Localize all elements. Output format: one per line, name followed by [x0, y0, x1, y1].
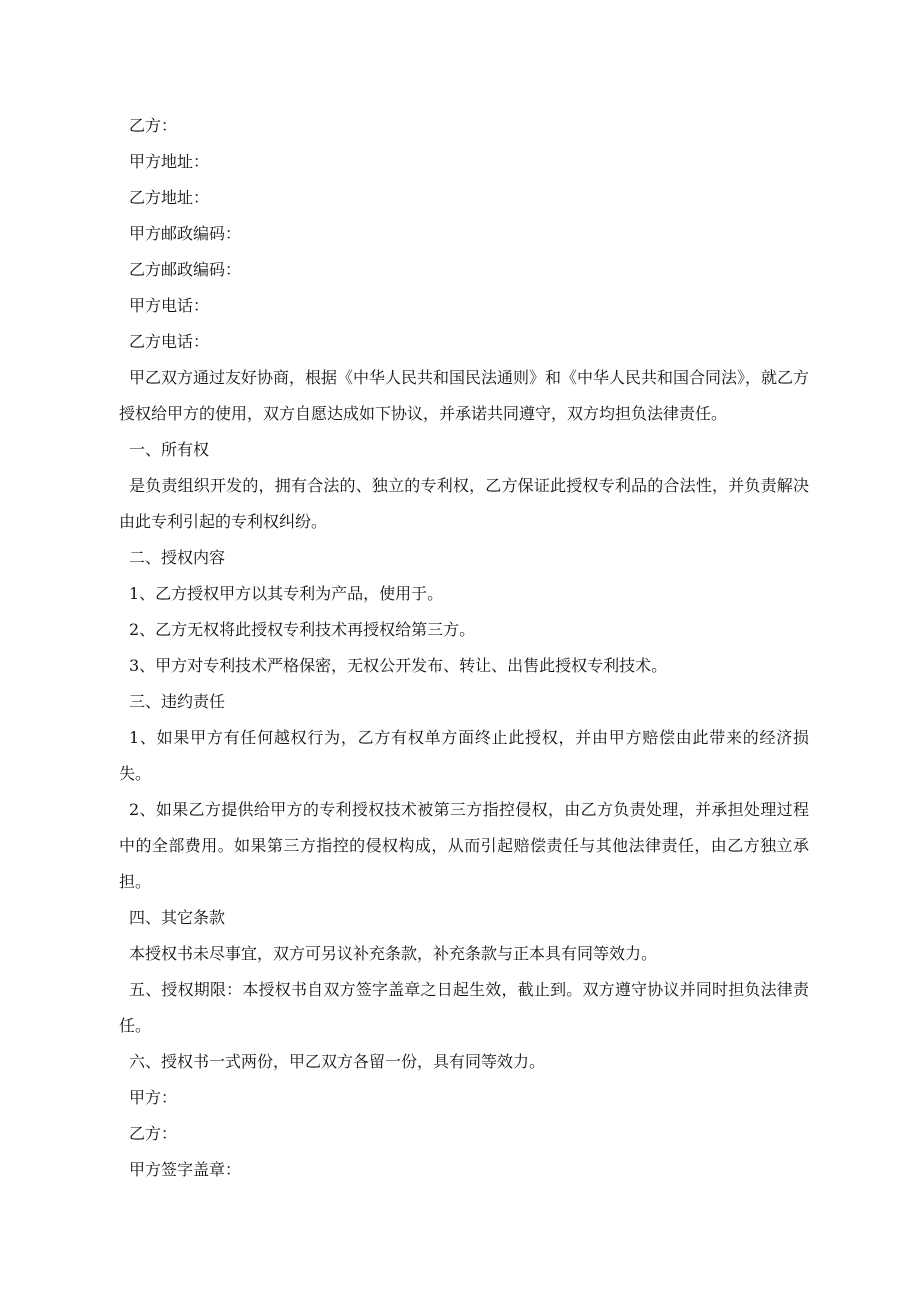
section-2-item-3: 3、甲方对专利技术严格保密，无权公开发布、转让、出售此授权专利技术。 — [129, 656, 668, 675]
intro-paragraph: 甲乙双方通过友好协商，根据《中华人民共和国民法通则》和《中华人民共和国合同法》，就乙方授权给甲方的使用，双方自愿达成如下协议，并承诺共同遵守，双方均担负法律责任。 — [119, 368, 810, 423]
section-3-item-2: 2、如果乙方提供给甲方的专利授权技术被第三方指控侵权，由乙方负责处理，并承担处理过程中的全部费用。如果第三方指控的侵权构成，从而引起赔偿责任与其他法律责任，由乙方独立承担。 — [119, 800, 809, 891]
party-b-label: 乙方： — [129, 116, 178, 135]
party-a-postcode: 甲方邮政编码： — [129, 224, 242, 243]
signature-party-a-seal: 甲方签字盖章： — [129, 1160, 242, 1179]
section-3-heading: 三、违约责任 — [129, 692, 226, 711]
document-body — [119, 108, 810, 1188]
party-b-postcode: 乙方邮政编码： — [129, 260, 242, 279]
section-1-body: 是负责组织开发的，拥有合法的、独立的专利权，乙方保证此授权专利品的合法性，并负责解决由此专利引起的专利权纠纷。 — [119, 476, 809, 531]
section-4-heading: 四、其它条款 — [129, 908, 226, 927]
signature-party-a: 甲方： — [129, 1088, 178, 1107]
signature-party-b: 乙方： — [129, 1124, 178, 1143]
section-2-item-2: 2、乙方无权将此授权专利技术再授权给第三方。 — [129, 620, 476, 639]
party-b-address: 乙方地址： — [129, 188, 210, 207]
section-2-heading: 二、授权内容 — [129, 548, 226, 567]
section-5-body: 五、授权期限：本授权书自双方签字盖章之日起生效，截止到。双方遵守协议并同时担负法律责任。 — [119, 980, 809, 1035]
section-1-heading: 一、所有权 — [129, 440, 210, 459]
section-6-body: 六、授权书一式两份，甲乙双方各留一份，具有同等效力。 — [129, 1052, 546, 1071]
section-4-body: 本授权书未尽事宜，双方可另议补充条款，补充条款与正本具有同等效力。 — [129, 944, 658, 963]
section-3-item-1: 1、如果甲方有任何越权行为，乙方有权单方面终止此授权，并由甲方赔偿由此带来的经济损失。 — [119, 728, 809, 783]
party-b-phone: 乙方电话： — [129, 332, 210, 351]
party-a-address: 甲方地址： — [129, 152, 210, 171]
section-2-item-1: 1、乙方授权甲方以其专利为产品，使用于。 — [129, 584, 444, 603]
party-a-phone: 甲方电话： — [129, 296, 210, 315]
